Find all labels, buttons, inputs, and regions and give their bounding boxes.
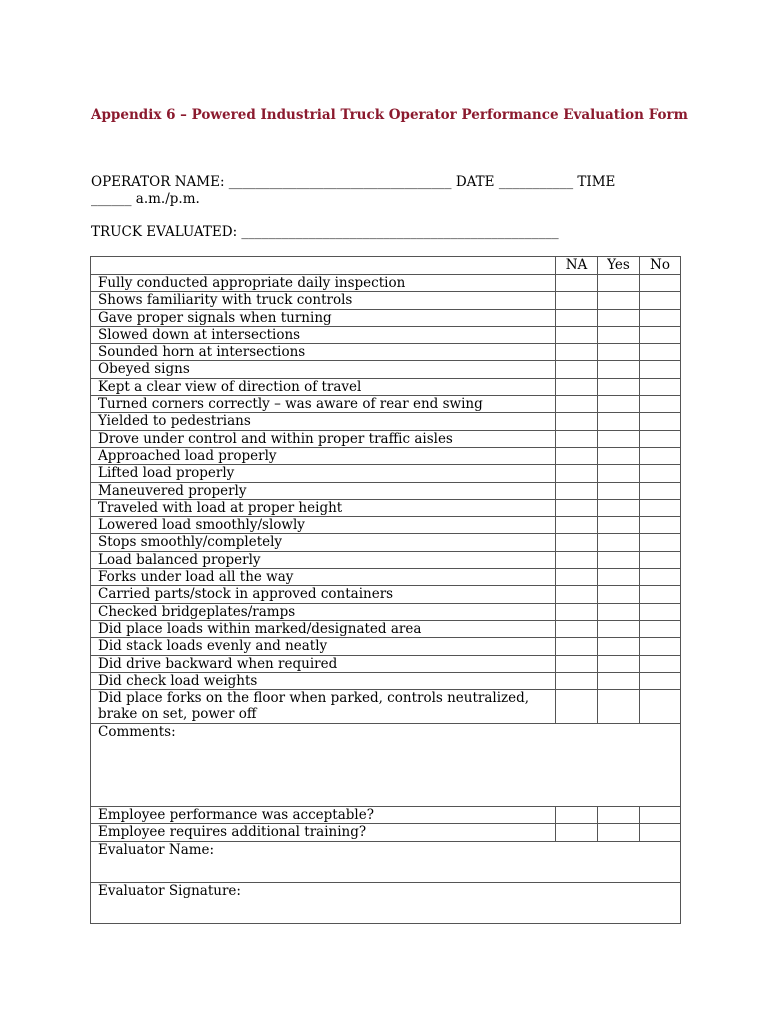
checkbox-na[interactable] (556, 292, 598, 309)
checkbox-na[interactable] (556, 482, 598, 499)
checkbox-no[interactable] (640, 378, 681, 395)
checkbox-na[interactable] (556, 807, 598, 824)
evaluator-signature-field[interactable]: Evaluator Signature: (91, 882, 681, 923)
item-label: Forks under load all the way (91, 569, 556, 586)
evaluation-item-row (91, 499, 681, 516)
evaluation-item-row (91, 638, 681, 655)
evaluation-item-row (91, 690, 681, 724)
checkbox-no[interactable] (640, 807, 681, 824)
checkbox-no[interactable] (640, 430, 681, 447)
checkbox-na[interactable] (556, 620, 598, 637)
evaluation-item-row (91, 551, 681, 568)
checkbox-no[interactable] (640, 824, 681, 841)
checkbox-no[interactable] (640, 292, 681, 309)
checkbox-yes[interactable] (598, 447, 640, 464)
page-title: Appendix 6 – Powered Industrial Truck Operator Performance Evaluation Form (91, 107, 688, 123)
checkbox-na[interactable] (556, 275, 598, 292)
checkbox-yes[interactable] (598, 344, 640, 361)
evaluation-item-row (91, 534, 681, 551)
checkbox-yes[interactable] (598, 603, 640, 620)
checkbox-na[interactable] (556, 413, 598, 430)
evaluation-table (90, 256, 681, 924)
item-label: Did check load weights (91, 672, 556, 689)
evaluation-item-row (91, 517, 681, 534)
item-label: Yielded to pedestrians (91, 413, 556, 430)
checkbox-yes[interactable] (598, 672, 640, 689)
checkbox-na[interactable] (556, 586, 598, 603)
checkbox-yes[interactable] (598, 586, 640, 603)
checkbox-no[interactable] (640, 672, 681, 689)
item-label: Sounded horn at intersections (91, 344, 556, 361)
checkbox-na[interactable] (556, 824, 598, 841)
checkbox-yes[interactable] (598, 620, 640, 637)
item-label: Did drive backward when required (91, 655, 556, 672)
checkbox-yes[interactable] (598, 517, 640, 534)
checkbox-yes[interactable] (598, 326, 640, 343)
checkbox-yes[interactable] (598, 292, 640, 309)
checkbox-yes[interactable] (598, 396, 640, 413)
evaluation-item-row (91, 655, 681, 672)
checkbox-no[interactable] (640, 534, 681, 551)
checkbox-yes[interactable] (598, 824, 640, 841)
checkbox-na[interactable] (556, 638, 598, 655)
checkbox-na[interactable] (556, 672, 598, 689)
checkbox-yes[interactable] (598, 482, 640, 499)
checkbox-yes[interactable] (598, 413, 640, 430)
checkbox-yes[interactable] (598, 465, 640, 482)
item-label: Did place loads within marked/designated area (91, 620, 556, 637)
checkbox-no[interactable] (640, 569, 681, 586)
checkbox-yes[interactable] (598, 361, 640, 378)
checkbox-na[interactable] (556, 326, 598, 343)
item-label: Approached load properly (91, 447, 556, 464)
checkbox-no[interactable] (640, 586, 681, 603)
column-header-na: NA (556, 257, 598, 275)
evaluation-item-row (91, 447, 681, 464)
checkbox-yes[interactable] (598, 690, 640, 724)
checkbox-na[interactable] (556, 517, 598, 534)
time-ampm-line[interactable]: ______ a.m./p.m. (91, 191, 200, 207)
evaluator-signature-row (91, 882, 681, 923)
evaluation-item-row (91, 620, 681, 637)
checkbox-yes[interactable] (598, 534, 640, 551)
evaluation-item-row (91, 361, 681, 378)
item-label: Stops smoothly/completely (91, 534, 556, 551)
item-label: Checked bridgeplates/ramps (91, 603, 556, 620)
checkbox-na[interactable] (556, 551, 598, 568)
item-label: Fully conducted appropriate daily inspection (91, 275, 556, 292)
checkbox-na[interactable] (556, 569, 598, 586)
checkbox-no[interactable] (640, 447, 681, 464)
evaluation-item-row (91, 396, 681, 413)
checkbox-na[interactable] (556, 344, 598, 361)
checkbox-no[interactable] (640, 620, 681, 637)
item-label: Did place forks on the floor when parked, controls neutralized, brake on set, power off (91, 690, 556, 724)
comments-row (91, 724, 681, 807)
checkbox-yes[interactable] (598, 551, 640, 568)
checkbox-no[interactable] (640, 551, 681, 568)
checkbox-yes[interactable] (598, 275, 640, 292)
evaluation-item-row (91, 309, 681, 326)
truck-evaluated-line[interactable]: TRUCK EVALUATED: _______________________________________________ (91, 224, 559, 240)
comments-field[interactable]: Comments: (91, 724, 681, 807)
checkbox-yes[interactable] (598, 655, 640, 672)
checkbox-yes[interactable] (598, 499, 640, 516)
header-blank-cell (91, 257, 556, 275)
checkbox-na[interactable] (556, 447, 598, 464)
checkbox-no[interactable] (640, 690, 681, 724)
item-label: Obeyed signs (91, 361, 556, 378)
table-header-row (91, 257, 681, 275)
evaluator-name-row (91, 841, 681, 882)
item-label: Slowed down at intersections (91, 326, 556, 343)
checkbox-na[interactable] (556, 430, 598, 447)
checkbox-na[interactable] (556, 603, 598, 620)
summary-row (91, 824, 681, 841)
item-label: Carried parts/stock in approved containers (91, 586, 556, 603)
item-label: Employee requires additional training? (91, 824, 556, 841)
checkbox-no[interactable] (640, 344, 681, 361)
checkbox-yes[interactable] (598, 638, 640, 655)
evaluation-item-row (91, 326, 681, 343)
checkbox-no[interactable] (640, 413, 681, 430)
checkbox-na[interactable] (556, 655, 598, 672)
checkbox-na[interactable] (556, 499, 598, 516)
checkbox-na[interactable] (556, 690, 598, 724)
checkbox-yes[interactable] (598, 430, 640, 447)
checkbox-no[interactable] (640, 517, 681, 534)
item-label: Turned corners correctly – was aware of rear end swing (91, 396, 556, 413)
evaluation-item-row (91, 275, 681, 292)
column-header-no: No (640, 257, 681, 275)
checkbox-yes[interactable] (598, 807, 640, 824)
operator-date-time-line[interactable]: OPERATOR NAME: _________________________________ DATE ___________ TIME (91, 174, 616, 190)
item-label: Employee performance was acceptable? (91, 807, 556, 824)
evaluation-item-row (91, 413, 681, 430)
item-label: Kept a clear view of direction of travel (91, 378, 556, 395)
checkbox-no[interactable] (640, 603, 681, 620)
checkbox-yes[interactable] (598, 569, 640, 586)
checkbox-yes[interactable] (598, 309, 640, 326)
checkbox-no[interactable] (640, 638, 681, 655)
evaluation-item-row (91, 292, 681, 309)
checkbox-no[interactable] (640, 396, 681, 413)
checkbox-no[interactable] (640, 326, 681, 343)
evaluation-item-row (91, 672, 681, 689)
checkbox-no[interactable] (640, 499, 681, 516)
checkbox-na[interactable] (556, 534, 598, 551)
checkbox-na[interactable] (556, 396, 598, 413)
item-label: Gave proper signals when turning (91, 309, 556, 326)
checkbox-no[interactable] (640, 309, 681, 326)
item-label: Lowered load smoothly/slowly (91, 517, 556, 534)
column-header-yes: Yes (598, 257, 640, 275)
evaluation-item-row (91, 344, 681, 361)
item-label: Maneuvered properly (91, 482, 556, 499)
checkbox-no[interactable] (640, 361, 681, 378)
item-label: Traveled with load at proper height (91, 499, 556, 516)
summary-row (91, 807, 681, 824)
checkbox-no[interactable] (640, 465, 681, 482)
checkbox-no[interactable] (640, 275, 681, 292)
item-label: Load balanced properly (91, 551, 556, 568)
checkbox-na[interactable] (556, 378, 598, 395)
evaluation-item-row (91, 586, 681, 603)
evaluation-item-row (91, 465, 681, 482)
item-label: Shows familiarity with truck controls (91, 292, 556, 309)
item-label: Drove under control and within proper traffic aisles (91, 430, 556, 447)
checkbox-na[interactable] (556, 361, 598, 378)
checkbox-yes[interactable] (598, 378, 640, 395)
evaluation-item-row (91, 378, 681, 395)
checkbox-na[interactable] (556, 309, 598, 326)
item-label: Did stack loads evenly and neatly (91, 638, 556, 655)
evaluation-item-row (91, 430, 681, 447)
item-label: Lifted load properly (91, 465, 556, 482)
evaluation-item-row (91, 482, 681, 499)
evaluation-item-row (91, 603, 681, 620)
checkbox-na[interactable] (556, 465, 598, 482)
evaluation-item-row (91, 569, 681, 586)
evaluator-name-field[interactable]: Evaluator Name: (91, 841, 681, 882)
checkbox-no[interactable] (640, 655, 681, 672)
checkbox-no[interactable] (640, 482, 681, 499)
